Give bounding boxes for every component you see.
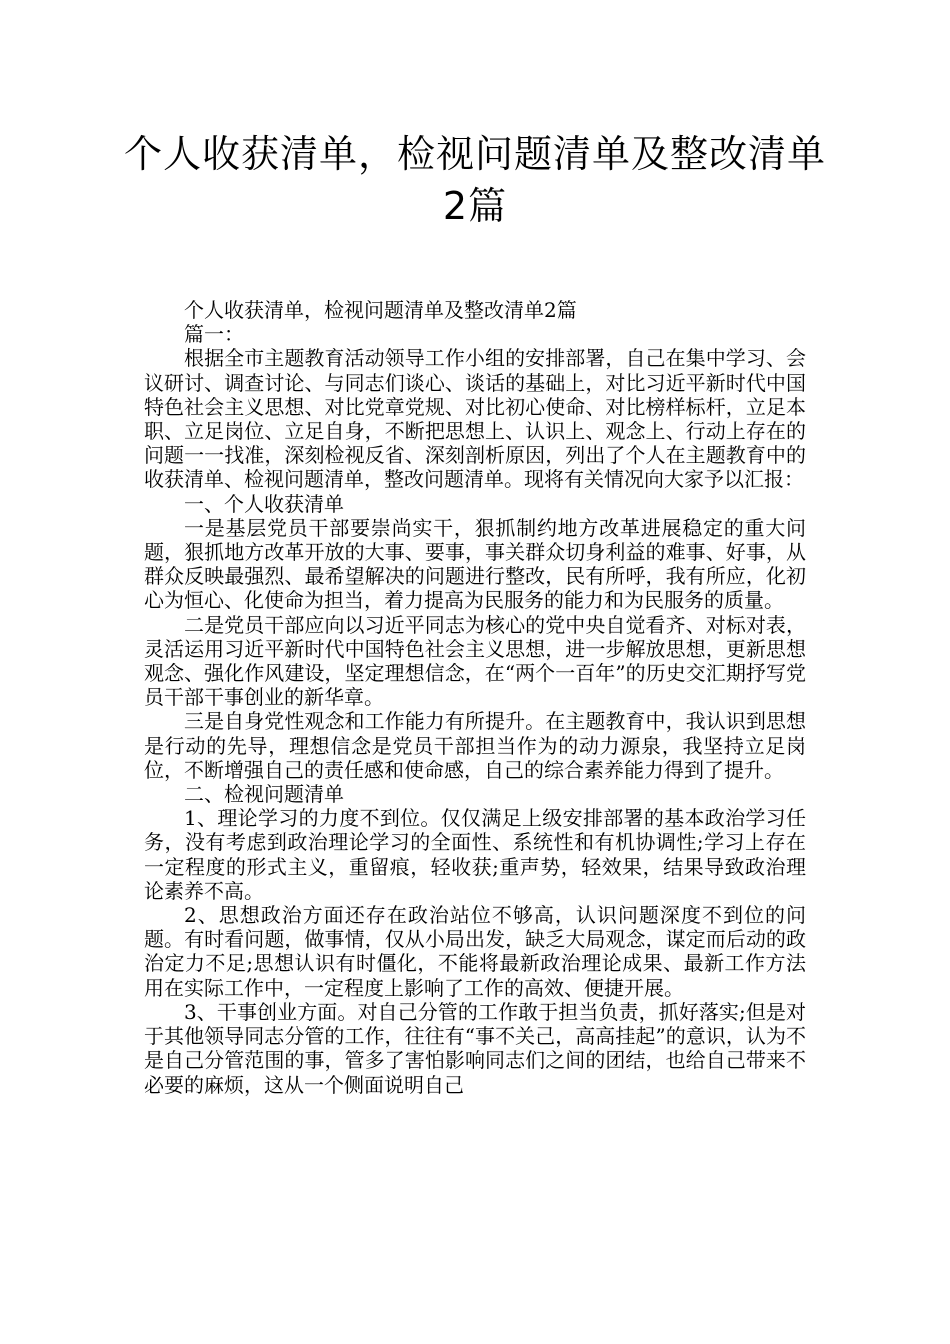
- section-heading: 一、个人收获清单: [184, 491, 344, 516]
- body-paragraph: 三是自身党性观念和工作能力有所提升。在主题教育中，我认识到思想是行动的先导，理想信念是党员干部担当作为的动力源泉，我坚持立足岗位，不断增强自己的责任感和使命感，自己的综合素养能力得到了提升。: [144, 709, 806, 782]
- body-paragraph: 一是基层党员干部要崇尚实干，狠抓制约地方改革进展稳定的重大问题，狠抓地方改革开放的大事、要事，事关群众切身利益的难事、好事，从群众反映最强烈、最希望解决的问题进行整改，民有所呼，我有所应，化初心为恒心、化使命为担当，着力提高为民服务的能力和为民服务的质量。: [144, 515, 806, 613]
- intro-paragraph: 根据全市主题教育活动领导工作小组的安排部署，自己在集中学习、会议研讨、调查讨论、与同志们谈心、谈话的基础上，对比习近平新时代中国特色社会主义思想、对比党章党规、对比初心使命、对比榜样标杆，立足本职、立足岗位、立足自身，不断把思想上、认识上、观念上、行动上存在的问题一一找准，深刻检视反省、深刻剖析原因，列出了个人在主题教育中的收获清单、检视问题清单，整改问题清单。现将有关情况向大家予以汇报：: [144, 346, 806, 492]
- body-paragraph: 2、思想政治方面还存在政治站位不够高，认识问题深度不到位的问题。有时看问题，做事情，仅从小局出发，缺乏大局观念，谋定而后动的政治定力不足;思想认识有时僵化，不能将最新政治理论成果、最新工作方法用在实际工作中，一定程度上影响了工作的高效、便捷开展。: [144, 903, 806, 1000]
- section-heading: 二、检视问题清单: [184, 782, 344, 807]
- section-label: 篇一：: [184, 322, 244, 347]
- body-paragraph: 二是党员干部应向以习近平同志为核心的党中央自觉看齐、对标对表，灵活运用习近平新时代中国特色社会主义思想，进一步解放思想，更新思想观念、强化作风建设，坚定理想信念，在“两个一百年”的历史交汇期抒写党员干部干事创业的新华章。: [144, 612, 806, 710]
- document-body: [144, 298, 806, 1097]
- body-paragraph: 1、理论学习的力度不到位。仅仅满足上级安排部署的基本政治学习任务，没有考虑到政治理论学习的全面性、系统性和有机协调性;学习上存在一定程度的形式主义，重留痕，轻收获;重声势，轻效果，结果导致政治理论素养不高。: [144, 806, 806, 903]
- subtitle-line: 个人收获清单，检视问题清单及整改清单2篇: [184, 298, 577, 322]
- body-paragraph: 3、干事创业方面。对自己分管的工作敢于担当负责，抓好落实;但是对于其他领导同志分管的工作，往往有“事不关己，高高挂起”的意识，认为不是自己分管范围的事，管多了害怕影响同志们之间的团结，也给自己带来不必要的麻烦，这从一个侧面说明自己: [144, 999, 806, 1097]
- document-title: 个人收获清单，检视问题清单及整改清单2篇: [123, 132, 826, 228]
